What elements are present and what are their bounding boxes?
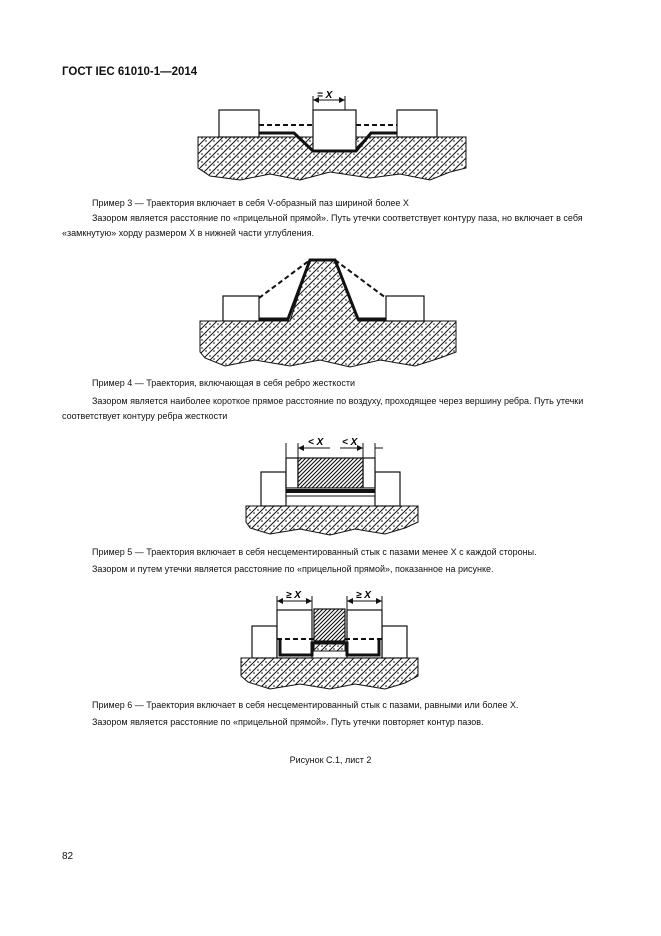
dimension-label-right: ≥ X	[356, 590, 371, 601]
caption-example-6: Пример 6 — Траектория включает в себя несцементированный стык с пазами, равными или более X.	[92, 700, 519, 710]
text-example-4: Зазором является наиболее короткое прямое расстояние по воздуху, проходящее через вершину ребра. Путь утечки соответствует контуру ребра жесткости	[62, 396, 584, 421]
figure-example-3	[0, 88, 661, 188]
figure-title: Рисунок С.1, лист 2	[289, 755, 372, 765]
figure-example-6	[0, 588, 661, 698]
page-number: 82	[62, 851, 74, 862]
text-example-3: Зазором является расстояние по «прицельной прямой». Путь утечки соответствует контуру паза, но включает в себя «замкнутую» хорду размером X в нижней части углубления.	[62, 213, 583, 238]
dimension-label-left: ≥ X	[286, 590, 301, 601]
caption-example-3: Пример 3 — Траектория включает в себя V-образный паз шириной более X	[92, 198, 409, 208]
dimension-label-left: < X	[308, 437, 324, 448]
document-header: ГОСТ IEC 61010-1—2014	[62, 66, 198, 78]
caption-example-5: Пример 5 — Траектория включает в себя несцементированный стык с пазами менее X с каждой стороны.	[92, 547, 537, 557]
figure-example-5	[0, 428, 661, 543]
caption-example-4: Пример 4 — Траектория, включающая в себя ребро жесткости	[92, 378, 355, 388]
text-example-5: Зазором и путем утечки является расстояние по «прицельной прямой», показанное на рисунке.	[92, 564, 494, 574]
figure-example-4	[0, 250, 661, 375]
text-example-6: Зазором является расстояние по «прицельной прямой». Путь утечки повторяет контур пазов.	[92, 717, 484, 727]
dimension-label: = X	[317, 90, 333, 101]
dimension-label-right: < X	[342, 437, 358, 448]
